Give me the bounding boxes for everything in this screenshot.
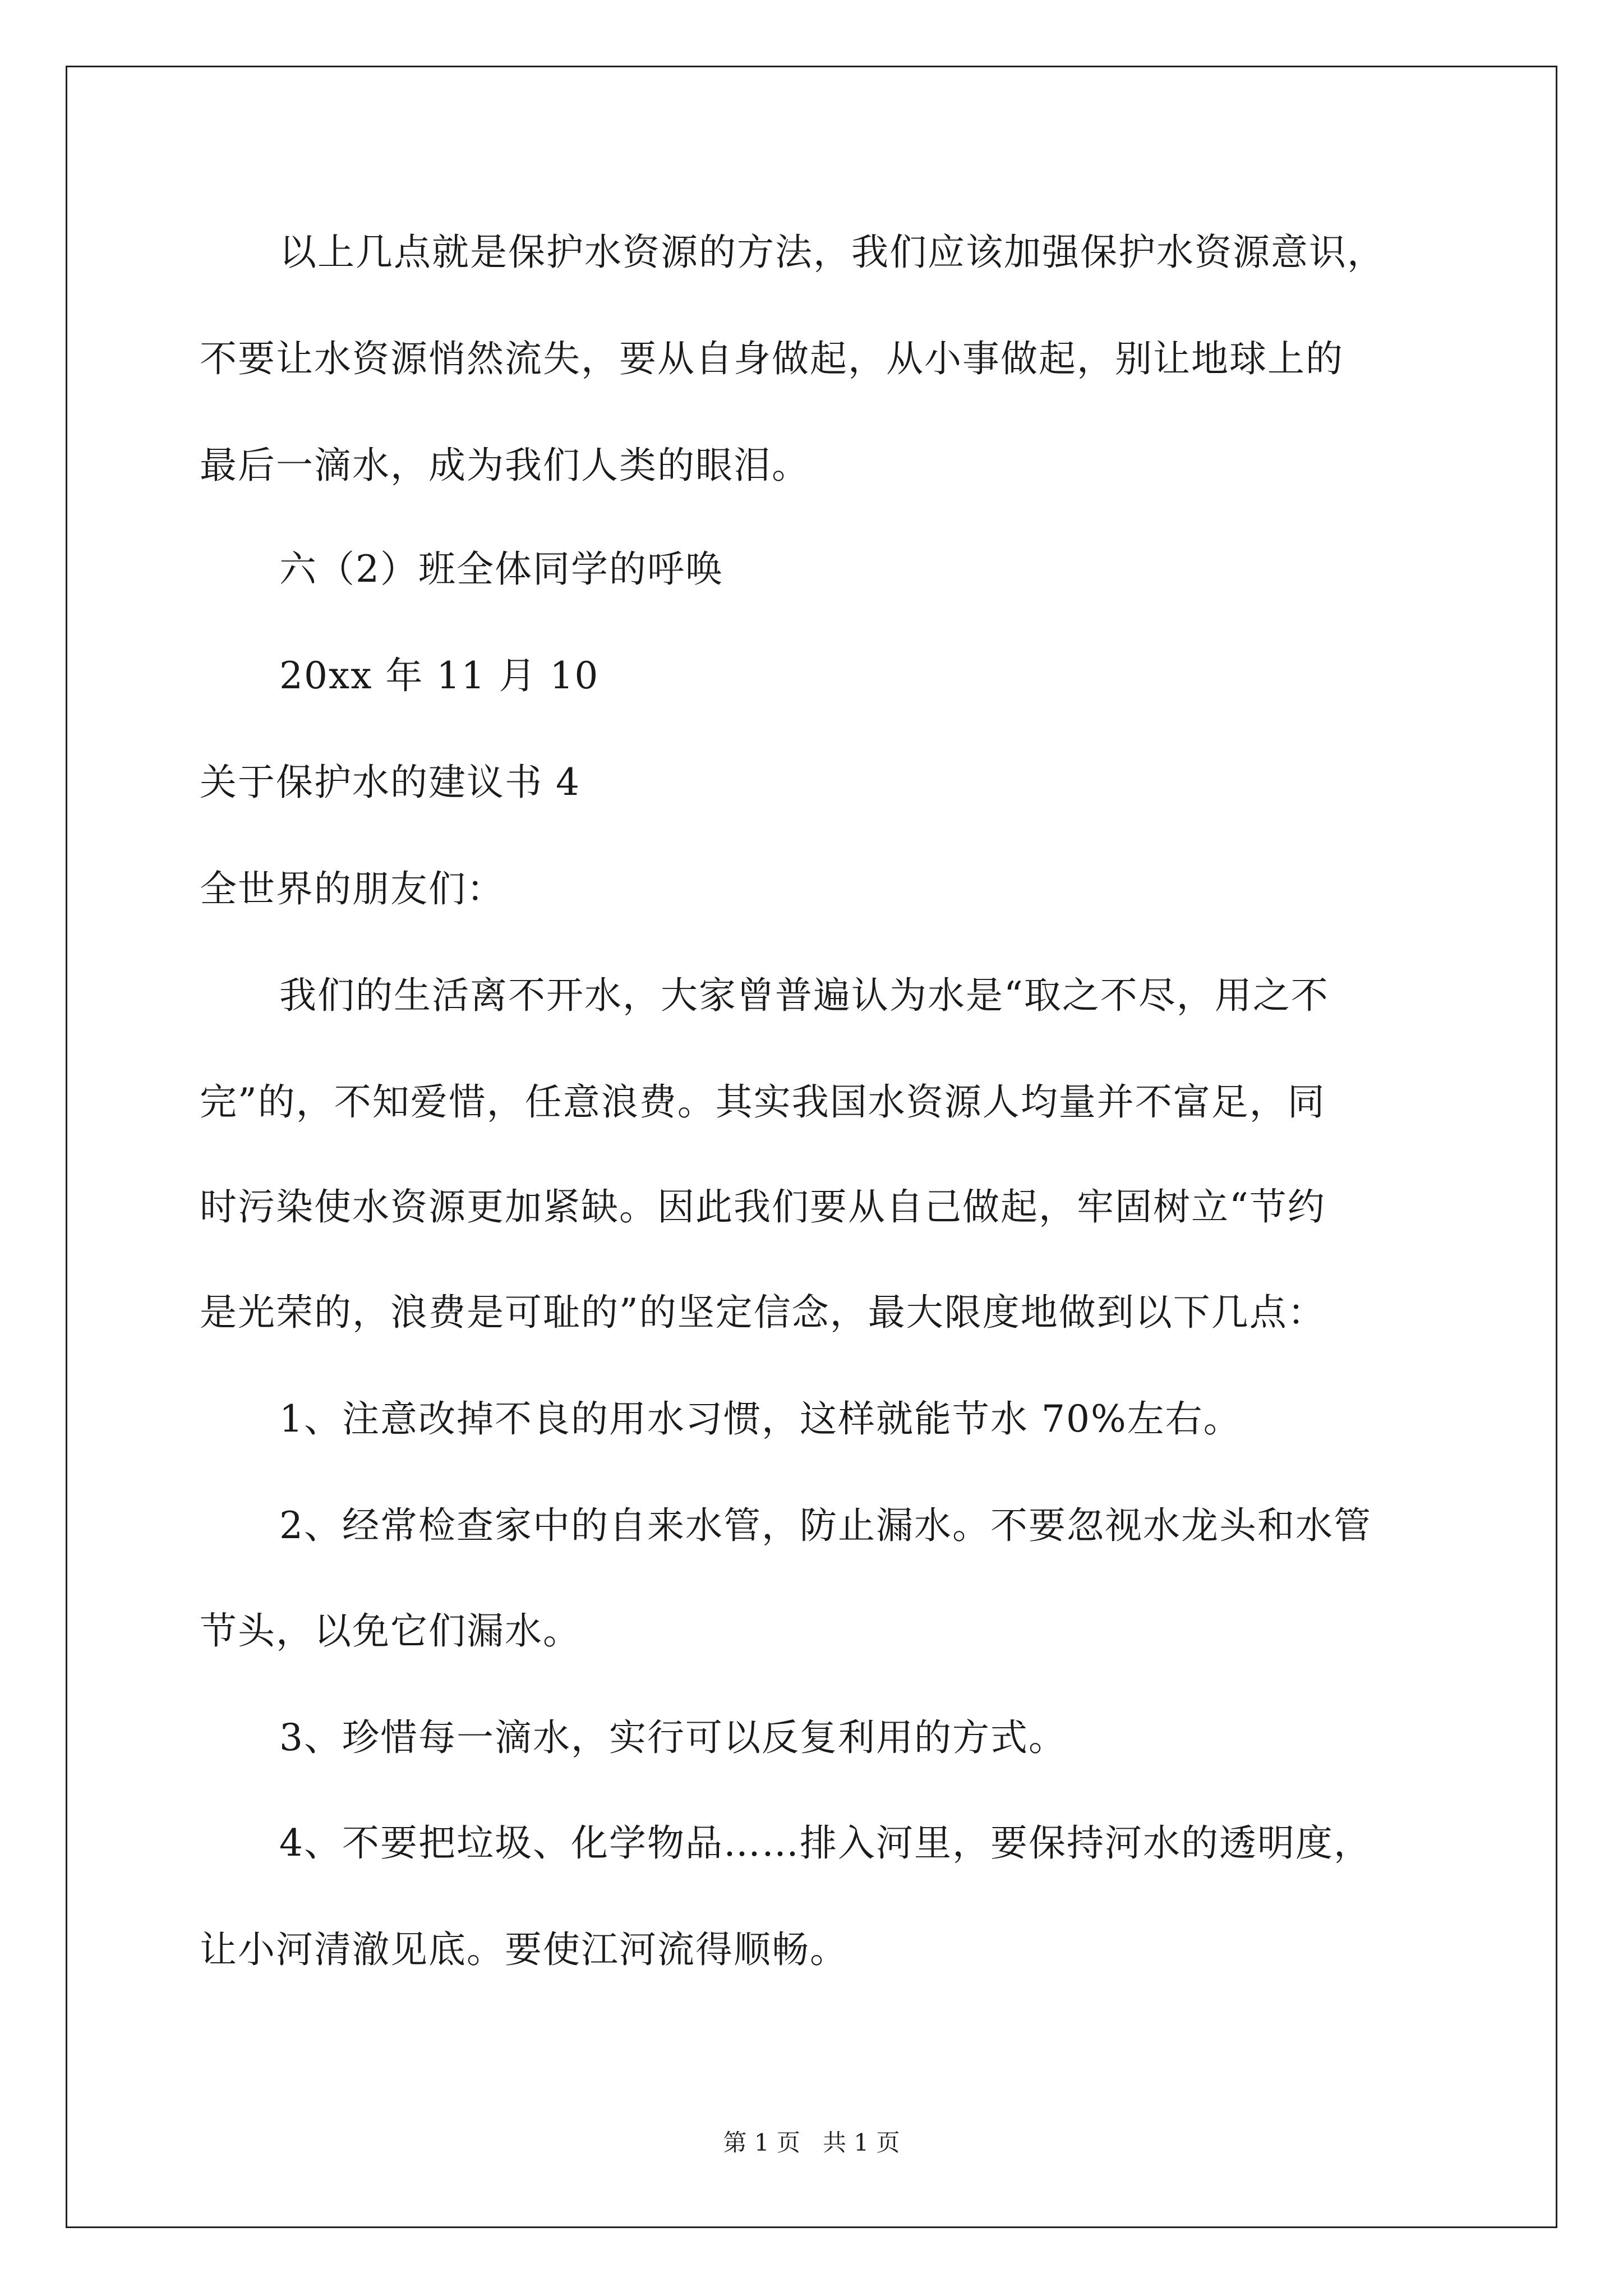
- paragraph-line: 我们的生活离不开水，大家曾普遍认为水是“取之不尽，用之不: [279, 974, 1329, 1017]
- paragraph-line: 以上几点就是保护水资源的方法，我们应该加强保护水资源意识，: [279, 231, 1385, 274]
- list-item-continuation: 节头，以免它们漏水。: [200, 1609, 581, 1653]
- paragraph-line: 最后一滴水，成为我们人类的眼泪。: [200, 444, 810, 487]
- paragraph-line: 不要让水资源悄然流失，要从自身做起，从小事做起，别让地球上的: [200, 337, 1344, 380]
- paragraph-line: 完”的，不知爱惜，任意浪费。其实我国水资源人均量并不富足，同: [200, 1080, 1326, 1124]
- signature-line: 六（2）班全体同学的呼唤: [279, 547, 723, 591]
- date-line: 20xx 年 11 月 10: [279, 654, 600, 697]
- list-item: 2、经常检查家中的自来水管，防止漏水。不要忽视水龙头和水管: [279, 1504, 1372, 1547]
- page-number-footer: 第 1 页 共 1 页: [723, 2129, 900, 2156]
- list-item: 4、不要把垃圾、化学物品……排入河里，要保持河水的透明度，: [279, 1821, 1372, 1865]
- paragraph-line: 时污染使水资源更加紧缺。因此我们要从自己做起，牢固树立“节约: [200, 1185, 1326, 1228]
- list-item: 3、珍惜每一滴水，实行可以反复利用的方式。: [279, 1716, 1067, 1759]
- list-item-continuation: 让小河清澈见底。要使江河流得顺畅。: [200, 1928, 848, 1971]
- section-title: 关于保护水的建议书 4: [200, 761, 580, 804]
- page-border: [66, 66, 1557, 2228]
- list-item: 1、注意改掉不良的用水习惯，这样就能节水 70%左右。: [279, 1397, 1242, 1441]
- salutation: 全世界的朋友们：: [200, 867, 505, 910]
- paragraph-line: 是光荣的，浪费是可耻的”的坚定信念，最大限度地做到以下几点：: [200, 1291, 1326, 1334]
